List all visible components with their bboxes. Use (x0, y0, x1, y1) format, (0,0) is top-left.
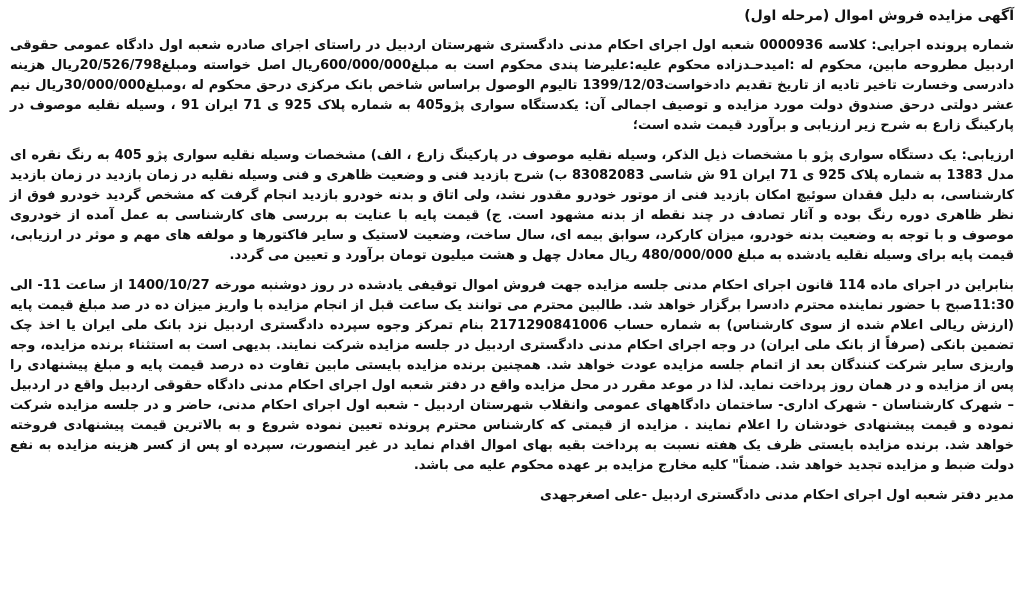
notice-signature: مدیر دفتر شعبه اول اجرای احکام مدنی دادگستری اردبیل -علی اصغرجهدی (539, 488, 1014, 503)
notice-auction-terms-paragraph: بنابراین در اجرای ماده 114 قانون اجرای احکام مدنی جلسه مزایده جهت فروش اموال توقیفی یادشده در روز دوشنبه مورخه 1400/10/27 از ساعت 11- الی 11:30صبح با حضور نماینده محترم دادسرا برگزار خواهد شد. طالبین محترم می توانند یک ساعت قبل از انجام مزایده با واریز میزان ده در صد مبلغ قیمت پایه (ارزش ریالی اعلام شده از سوی کارشناس) به شماره حساب 2171290841006 بنام تمرکز وجوه سپرده دادگستری اردبیل نزد بانک ملی ایران یا اخذ چک تضمین بانکی (صرفاً از بانک ملی ایران) در وجه اجرای احکام مدنی دادگستری اردبیل در جلسه مزایده شرکت نمایند. بدیهی است به استثناء برنده مزایده، وجه واریزی سایر شرکت کنندگان بعد از اتمام جلسه مزایده عودت خواهد شد. همچنین برنده مزایده بایستی مابین تفاوت ده درصد قیمت پایه و مبلغ پیشنهادی را پس از مزایده و در همان روز پرداخت نماید. لذا در موعد مقرر در محل مزایده واقع در دفتر شعبه اول اجرای احکام مدنی دادگاه حقوقی اردبیل واقع در اردبیل – شهرک کارشناسان - شهرک اداری- ساختمان دادگاههای عمومی وانقلاب شهرستان اردبیل - شعبه اول اجرای احکام مدنی، حاضر و در جلسه مزایده شرکت نموده و قیمت پیشنهادی خودشان را اعلام نمایند . مزایده از قیمتی که کارشناس محترم پرونده تعیین نموده شروع و به بالاترین قیمت پیشنهادی فروخته خواهد شد. برنده مزایده بایستی ظرف یک هفته نسبت به پرداخت بقیه بهای اموال اقدام نماید در غیر اینصورت، سپرده او پس از کسر هزینه مزایده به نفع دولت ضبط و مزایده تجدید خواهد شد. ضمناً" کلیه مخارج مزایده بر عهده محکوم علیه می باشد. (10, 278, 1014, 473)
notice-title: آگهی مزایده فروش اموال (مرحله اول) (744, 8, 1014, 24)
notice-evaluation-paragraph: ارزیابی: یک دستگاه سواری پژو با مشخصات ذیل الذکر، وسیله نقلیه موصوف در پارکینگ زارع ، الف) مشخصات وسیله نقلیه سواری پژو 405 به رنگ نقره ای مدل 1383 به شماره پلاک 925 ی 71 ایران 91 ش شاسی 83082083 ب) شرح بازدید فنی و وضعیت ظاهری و فنی وسیله نقلیه در زمان بازدید در زمان بازدید کارشناسی، به دلیل فقدان سوئیچ امکان بازدید فنی از موتور خودرو مقدور نشد، ولی اتاق و بدنه خودرو بازدید انجام گرفت که مشخص گردید خودرو فوق از نظر ظاهری دوره رنگ بوده و آثار تصادف در چند نقطه از بدنه مشهود است. ج) قیمت پایه با عنایت به بررسی های کارشناسی به عمل آمده از خودروی موصوف و با توجه به وضعیت بدنه خودرو، میزان کارکرد، سوابق بیمه ای، سال ساخت، وضعیت لاستیک و سایر فاکتورها و مولفه های مهم و موثر در ارزیابی، قیمت پایه برای وسیله نقلیه یادشده به مبلغ 480/000/000 ریال معادل چهل و هشت میلیون تومان برآورد و تعیین می گردد. (10, 148, 1015, 263)
notice-case-paragraph: شماره پرونده اجرایی: کلاسه 0000936 شعبه اول اجرای احکام مدنی دادگستری شهرستان اردبیل در راستای اجرای صادره شعبه اول دادگاه عمومی حقوقی اردبیل مطروحه مابین، محکوم له :امیدحـدزاده محکوم علیه:علیرضا پندی محکوم است به مبلغ600/000/000ریال اصل خواسته ومبلغ20/526/798ریال هزینه دادرسی وخسارت تاخیر تادیه از تاریخ تقدیم دادخواست1399/12/03 تالیوم الوصول براساس شاخص بانک مرکزی درحق محکوم له ،ومبلغ30/000/000ریال نیم عشر دولتی درحق صندوق دولت مورد مزایده و توصیف اجمالی آن: یکدستگاه سواری پژو405 به شماره پلاک 925 ی 71 ایران 91 ، وسیله نقلیه موصوف در پارکینگ زارع به شرح زیر ارزیابی و برآورد قیمت شده است؛ (10, 38, 1015, 133)
auction-notice (10, 6, 1014, 591)
